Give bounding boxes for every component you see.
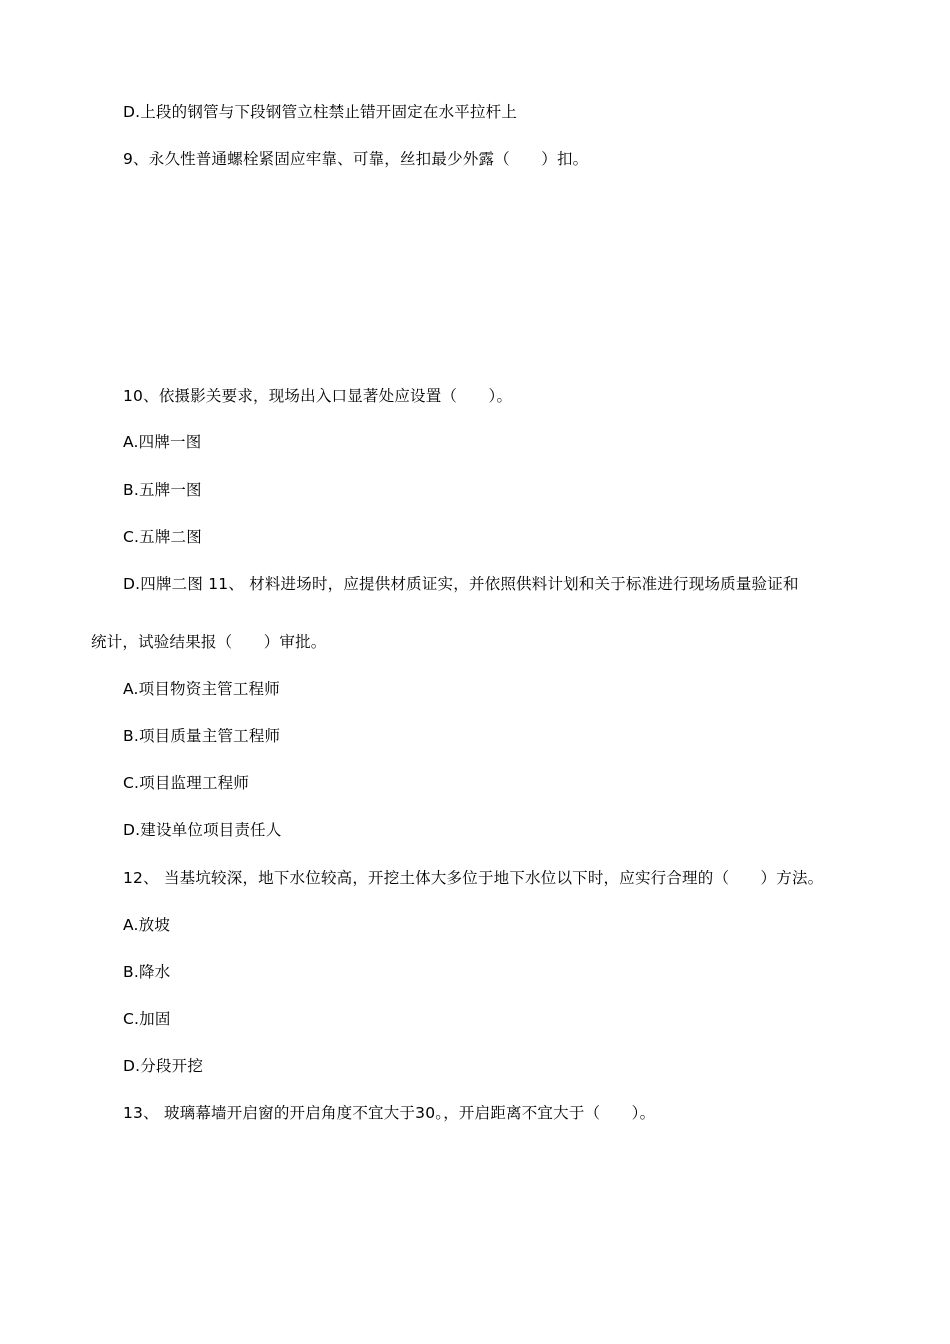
q13-question: 13、 玻璃幕墙开启窗的开启角度不宜大于30。，开启距离不宜大于（ ）。: [123, 1104, 656, 1122]
q12-option-d: D.分段开挖: [123, 1057, 204, 1075]
q12-option-c: C.加固: [123, 1010, 171, 1028]
q9-question: 9、永久性普通螺栓紧固应牢靠、可靠，丝扣最少外露（ ）扣。: [123, 150, 589, 168]
q10-option-c: C.五牌二图: [123, 528, 202, 546]
q12-option-b: B.降水: [123, 963, 171, 981]
q11-option-a: A.项目物资主管工程师: [123, 680, 280, 698]
q11-option-b: B.项目质量主管工程师: [123, 727, 281, 745]
q12-option-a: A.放坡: [123, 916, 171, 934]
q11-option-d: D.建设单位项目责任人: [123, 821, 282, 839]
q11-question-continuation: 统计，试验结果报（ ）审批。: [91, 633, 327, 651]
q10-question: 10、依摄影关要求，现场出入口显著处应设置（ ）。: [123, 387, 513, 405]
q8-option-d: D.上段的钢管与下段钢管立柱禁止错开固定在水平拉杆上: [123, 103, 518, 121]
q10-option-b: B.五牌一图: [123, 481, 202, 499]
q10-option-a: A.四牌一图: [123, 433, 202, 451]
q10-option-d-q11-question: D.四牌二图 11、 材料进场时，应提供材质证实，并依照供料计划和关于标准进行现场质量验证和: [123, 575, 799, 593]
q12-question: 12、 当基坑较深，地下水位较高，开挖土体大多位于地下水位以下时，应实行合理的（ ）方法。: [123, 869, 824, 887]
q11-option-c: C.项目监理工程师: [123, 774, 250, 792]
